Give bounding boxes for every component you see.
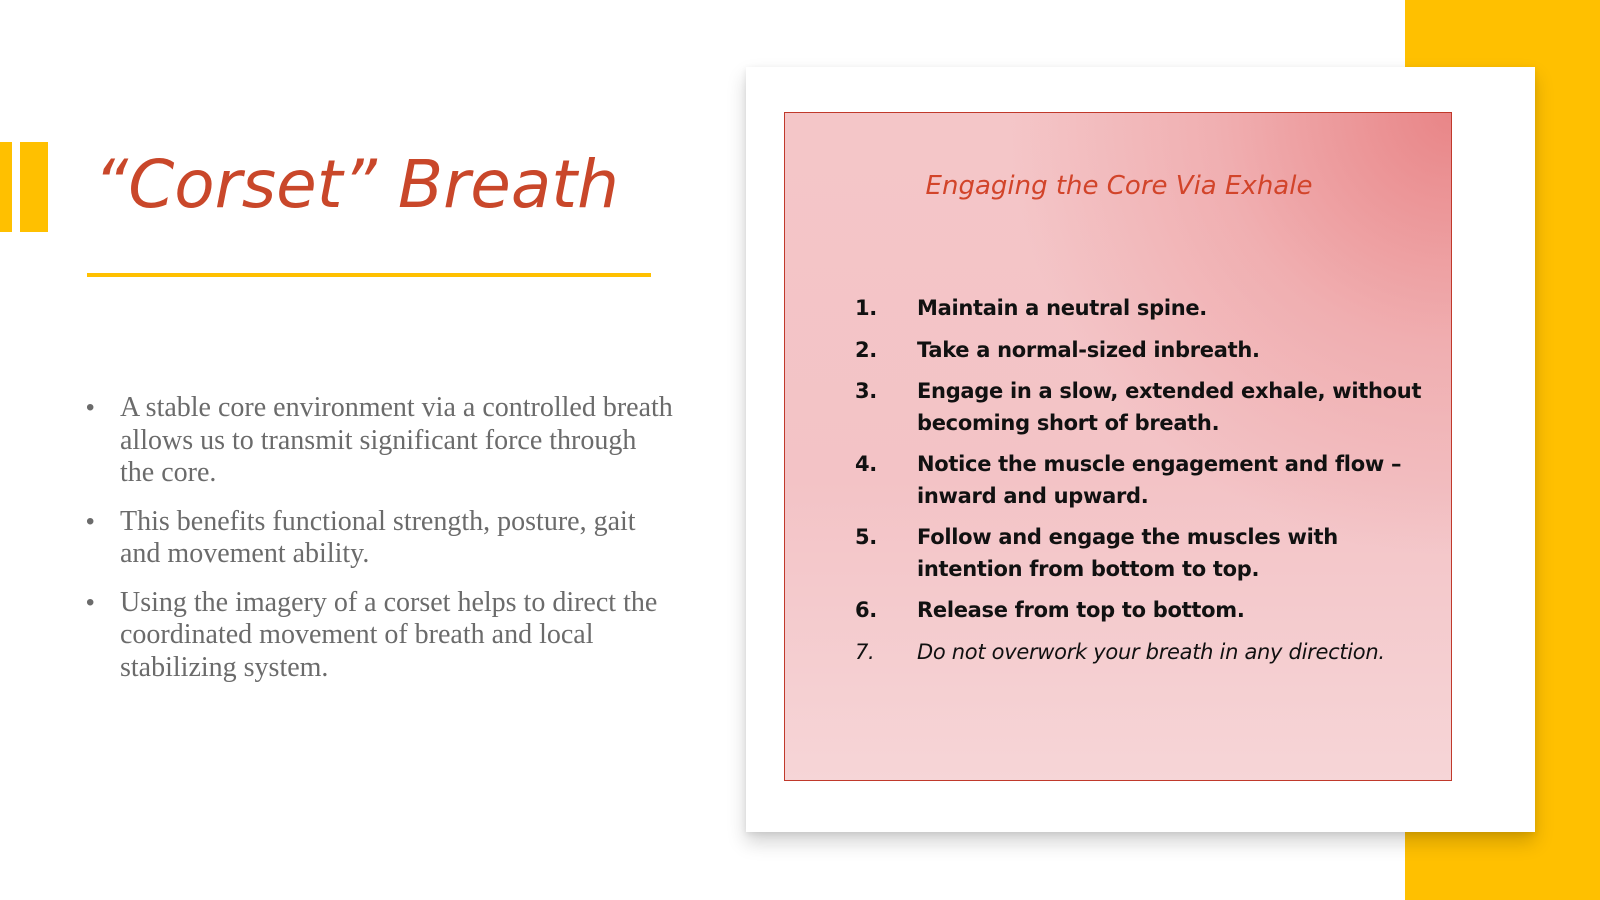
- step-item: [855, 637, 1435, 669]
- bullet-text: This benefits functional strength, posture, gait and movement ability.: [120, 505, 636, 569]
- step-item: [855, 335, 1435, 367]
- step-number: 3.: [855, 379, 877, 403]
- bullet-item: [86, 506, 676, 571]
- accent-marks-left: [0, 142, 48, 232]
- bullet-text: Using the imagery of a corset helps to direct the coordinated movement of breath and local stabilizing system.: [120, 586, 658, 683]
- step-text: Engage in a slow, extended exhale, without becoming short of breath.: [917, 379, 1422, 435]
- accent-mark-thin: [0, 142, 12, 232]
- step-number: 5.: [855, 525, 877, 549]
- bullet-dot-icon: •: [86, 394, 95, 421]
- instructions-panel: [784, 112, 1452, 781]
- step-text: Take a normal-sized inbreath.: [917, 337, 1260, 362]
- step-item: [855, 595, 1435, 627]
- step-item: [855, 522, 1435, 585]
- step-number: 2.: [855, 337, 877, 362]
- step-text: Maintain a neutral spine.: [917, 296, 1207, 320]
- step-number: 7.: [855, 639, 875, 664]
- bullet-text: A stable core environment via a controlled breath allows us to transmit significant force through the core.: [120, 392, 673, 488]
- step-text: Notice the muscle engagement and flow – inward and upward.: [917, 452, 1402, 508]
- panel-title: Engaging the Core Via Exhale: [925, 171, 1313, 201]
- steps-list: [855, 293, 1435, 678]
- bullet-dot-icon: •: [86, 588, 95, 616]
- bullet-dot-icon: •: [86, 507, 95, 535]
- step-text: Release from top to bottom.: [917, 598, 1245, 622]
- step-number: 4.: [855, 452, 877, 476]
- step-number: 1.: [855, 296, 877, 320]
- bullet-list: [86, 392, 676, 700]
- bullet-item: [86, 587, 676, 685]
- step-number: 6.: [855, 598, 877, 622]
- step-item: [855, 293, 1435, 325]
- title-underline: [87, 273, 651, 277]
- accent-mark-thick: [20, 142, 48, 232]
- step-item: [855, 376, 1435, 439]
- step-text: Do not overwork your breath in any direction.: [917, 639, 1385, 664]
- bullet-item: [86, 392, 676, 490]
- step-text: Follow and engage the muscles with intention from bottom to top.: [917, 525, 1338, 581]
- step-item: [855, 449, 1435, 512]
- slide-title: “Corset” Breath: [94, 146, 620, 223]
